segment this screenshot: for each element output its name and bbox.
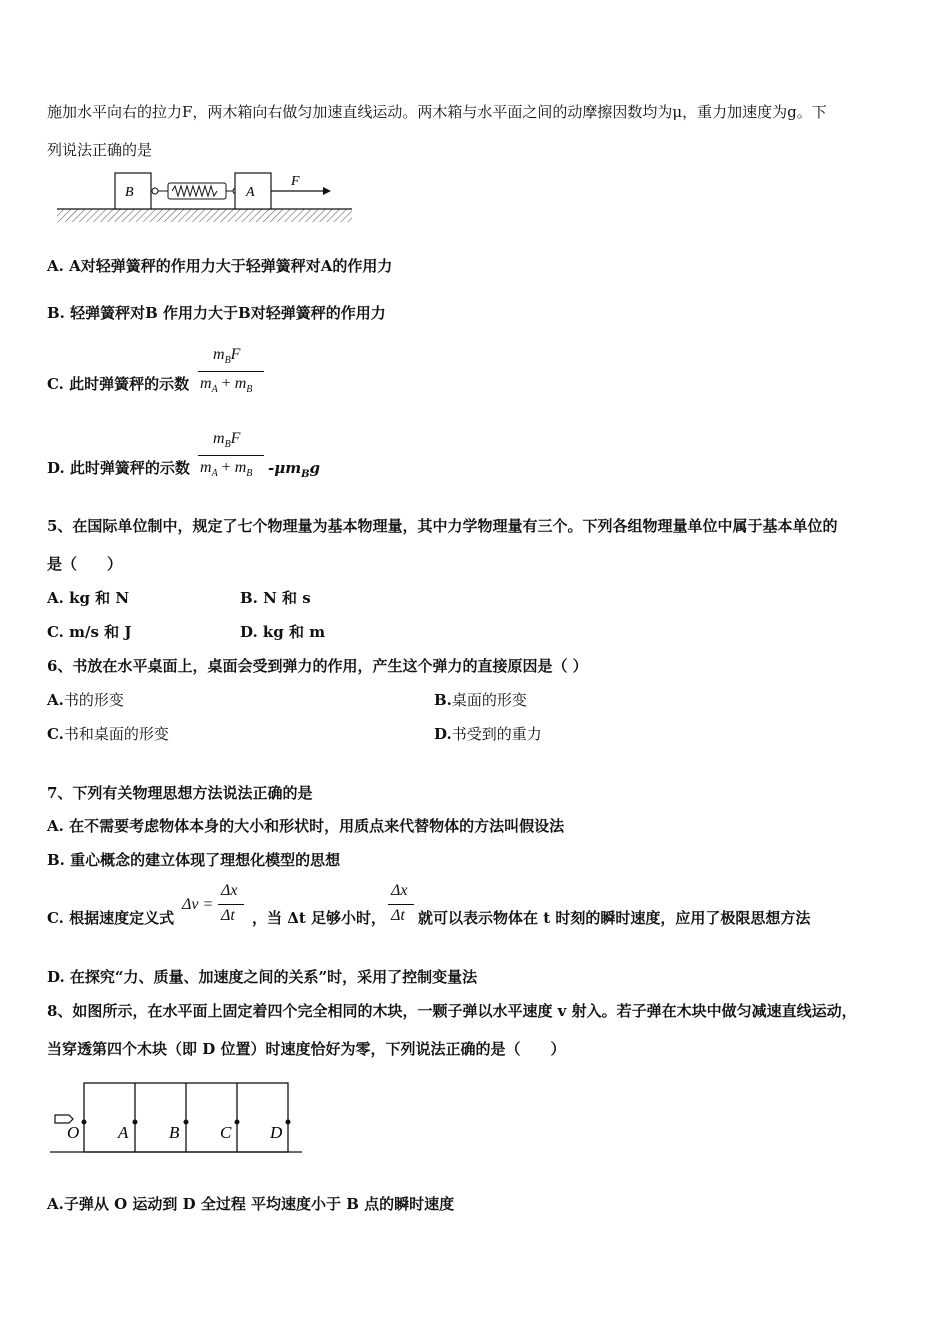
frac-den-plus: + [221,459,231,476]
q6-option-a-letter: A. [47,691,64,709]
point-a [133,1120,138,1125]
hook-left [152,188,158,194]
frac-num-f: F [230,346,241,363]
q6-option-a [47,690,124,710]
frac-den-m1: m [200,375,212,392]
q6-option-d-text: 书受到的重力 [451,725,542,743]
bullet-icon [55,1115,73,1123]
point-o [82,1120,87,1125]
q5-option-a: A. kg 和 N [47,589,130,607]
fraction-bar [198,371,264,372]
q7-option-c-pre: C. 根据速度定义式 [47,909,175,927]
frac-num-sub: B [224,355,231,367]
fraction-bar [198,455,264,456]
fraction-bar2 [388,904,414,905]
q4-option-d-fraction [198,430,266,486]
frac-num-m: m [213,430,225,447]
q7-option-c-v: Δv = [182,896,214,913]
label-c: C [220,1123,232,1142]
label-d: D [270,1123,283,1142]
tail-g: g [309,459,321,477]
q8-option-a: A.子弹从 O 运动到 D 全过程 平均速度小于 B 点的瞬时速度 [47,1195,455,1213]
frac-num-f: F [230,430,241,447]
q7-option-c-mid: ，当 Δt 足够小时， [252,909,387,927]
q6-option-d [434,724,542,744]
q4-option-d-tail [268,458,320,485]
q8-wood-blocks-figure [48,1080,306,1158]
frac-den-sub1: A [211,384,218,396]
q8-stem-line2: 当穿透第四个木块（即 D 位置）时速度恰好为零，下列说法正确的是（ ） [47,1040,566,1058]
q4-option-d: D. 此时弹簧秤的示数 [47,459,190,477]
label-b: B [169,1123,180,1142]
point-c [235,1120,240,1125]
q4-option-a: A. A对轻弹簧秤的作用力大于轻弹簧秤对A的作用力 [47,257,393,275]
frac-num-m: m [213,346,225,363]
frac-den-sub1: A [211,468,218,480]
q6-option-c-letter: C. [47,725,64,743]
q7-option-c-fraction [218,882,246,928]
frac-den-m2: m [234,375,247,392]
q4-option-c: C. 此时弹簧秤的示数 [47,375,190,393]
frac-den: Δt [221,907,235,924]
q5-stem-line1: 5、在国际单位制中，规定了七个物理量为基本物理量，其中力学物理量有三个。下列各组物理量单位中属于基本单位的 [47,517,838,535]
tail-sub: B [301,469,310,480]
fraction-bar [218,904,244,905]
frac-den-m2: m [234,459,247,476]
box-a-label: A [246,185,255,200]
q4-option-b: B. 轻弹簧秤对B 作用力大于B对轻弹簧秤的作用力 [47,304,386,322]
frac-den-plus: + [221,375,231,392]
q4-option-c-fraction [198,346,266,402]
frac-num-sub: B [224,439,231,451]
force-label: F [291,174,300,189]
force-arrow-head [323,187,331,195]
frac-den2: Δt [391,907,405,924]
q6-option-b-text: 桌面的形变 [451,691,527,709]
q7-option-d: D. 在探究“力、质量、加速度之间的关系”时，采用了控制变量法 [47,968,478,986]
q6-option-c [47,724,169,744]
frac-den-sub2: B [246,468,253,480]
q5-option-d: D. kg 和 m [240,623,326,641]
q4-intro-line1: 施加水平向右的拉力F，两木箱向右做匀加速直线运动。两木箱与水平面之间的动摩擦因数均为μ，重力加速度为g。下 [47,103,827,121]
q6-option-d-letter: D. [434,725,452,743]
point-d [286,1120,291,1125]
q4-spring-scale-figure [55,168,355,226]
label-a: A [118,1123,129,1142]
q5-stem-line2: 是（ ） [47,555,123,573]
point-b [184,1120,189,1125]
q4-intro-line2: 列说法正确的是 [47,141,153,159]
box-b-label: B [125,185,134,200]
q6-option-b-letter: B. [434,691,452,709]
q8-stem-line1: 8、如图所示，在水平面上固定着四个完全相同的木块，一颗子弹以水平速度 v 射入。若子弹在木块中做匀减速直线运动， [47,1002,857,1020]
q7-option-b: B. 重心概念的建立体现了理想化模型的思想 [47,851,341,869]
q6-option-b [434,690,527,710]
q5-option-c: C. m/s 和 J [47,623,132,641]
q7-option-c-fraction2 [388,882,416,928]
frac-den-sub2: B [246,384,253,396]
q7-option-a: A. 在不需要考虑物体本身的大小和形状时，用质点来代替物体的方法叫假设法 [47,817,565,835]
q5-option-b: B. N 和 s [240,589,311,607]
label-o: O [67,1123,80,1142]
q6-option-a-text: 书的形变 [63,691,124,709]
q7-option-c-post: 就可以表示物体在 t 时刻的瞬时速度，应用了极限思想方法 [418,909,811,927]
frac-num2: Δx [391,882,408,899]
q6-option-c-text: 书和桌面的形变 [63,725,169,743]
frac-num: Δx [221,882,238,899]
tail-mu-m: -μm [268,459,302,477]
q6-stem: 6、书放在水平桌面上，桌面会受到弹力的作用，产生这个弹力的直接原因是（ ） [47,657,588,675]
ground-hatch [57,209,352,222]
q7-stem: 7、下列有关物理思想方法说法正确的是 [47,784,313,802]
frac-den-m1: m [200,459,212,476]
